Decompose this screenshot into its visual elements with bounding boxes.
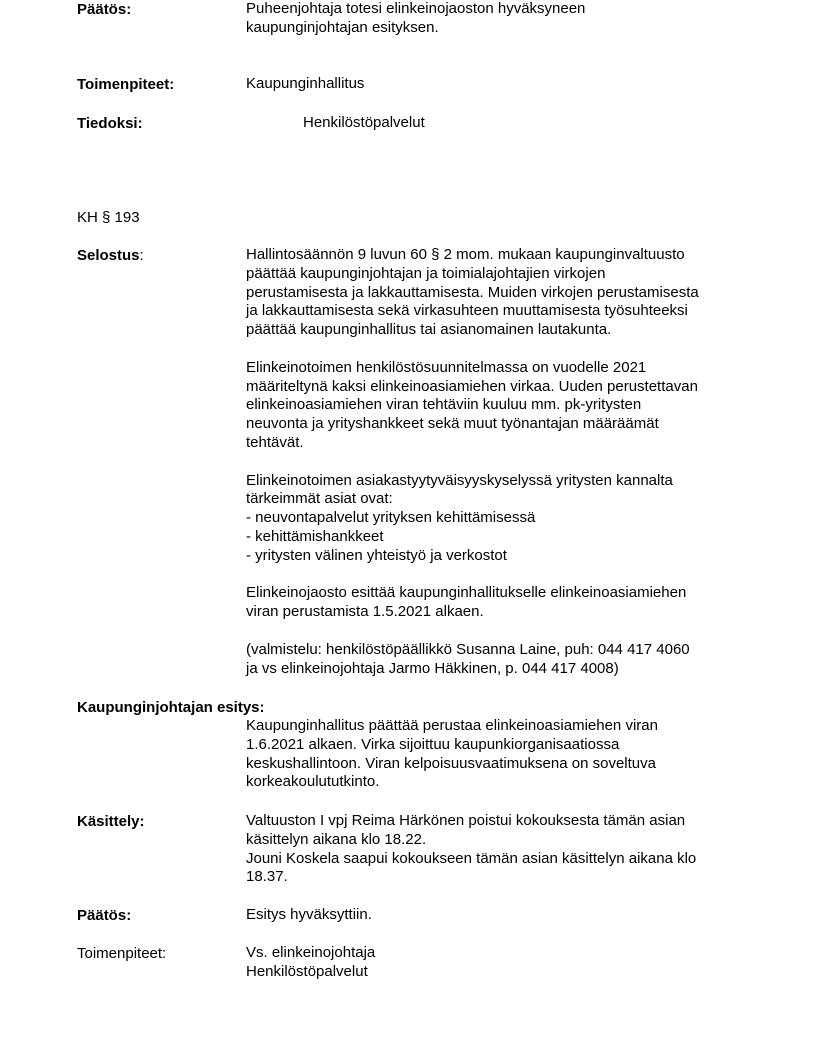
toimenpiteet-label-1: Toimenpiteet: — [77, 76, 175, 93]
text-line: tärkeimmät asiat ovat: — [246, 490, 393, 508]
list-item: - kehittämishankkeet — [246, 527, 384, 545]
tiedoksi-label: Tiedoksi: — [77, 115, 143, 132]
text-line: ja lakkauttamisesta sekä virkasuhteen muuttamisesta työsuhteeksi — [246, 302, 688, 320]
text-line: 18.37. — [246, 868, 288, 886]
text-line: kaupunginjohtajan esityksen. — [246, 18, 439, 36]
selostus-paragraph-1 — [246, 246, 746, 340]
text-line: keskushallintoon. Viran kelpoisuusvaatimuksena on soveltuva — [246, 754, 656, 772]
kasittely-text — [246, 812, 746, 887]
text-line: Elinkeinotoimen henkilöstösuunnitelmassa on vuodelle 2021 — [246, 358, 647, 376]
selostus-label — [77, 246, 144, 265]
text-line: Elinkeinotoimen asiakastyytyväisyyskyselyssä yritysten kannalta — [246, 471, 673, 489]
text-line: määriteltynä kaksi elinkeinoasiamiehen virkaa. Uuden perustettavan — [246, 377, 698, 395]
text-line: ja vs elinkeinojohtaja Jarmo Häkkinen, p. 044 417 4008) — [246, 659, 619, 677]
kasittely-label: Käsittely: — [77, 813, 145, 830]
selostus-label-text: Selostus — [77, 247, 140, 264]
toimenpiteet-label-2: Toimenpiteet: — [77, 945, 167, 962]
paatos-label-2: Päätös: — [77, 907, 132, 924]
selostus-paragraph-2 — [246, 359, 746, 453]
paatos-text-1 — [246, 0, 746, 38]
selostus-paragraph-3 — [246, 472, 746, 566]
text-line: tehtävät. — [246, 433, 304, 451]
text-line: käsittelyn aikana klo 18.22. — [246, 830, 427, 848]
selostus-text — [246, 246, 746, 678]
text-line: Kaupunginhallitus päättää perustaa elinkeinoasiamiehen viran — [246, 717, 658, 734]
text-line: korkeakoulututkinto. — [246, 773, 380, 791]
text-line: päättää kaupunginhallitus tai asianomainen lautakunta. — [246, 321, 612, 339]
text-line: Valtuuston I vpj Reima Härkönen poistui kokouksesta tämän asian — [246, 812, 686, 829]
text-line: Henkilöstöpalvelut — [246, 962, 368, 980]
text-line: Hallintosäännön 9 luvun 60 § 2 mom. mukaan kaupunginvaltuusto — [246, 246, 685, 263]
text-line: perustamisesta ja lakkauttamisesta. Muiden virkojen perustamisesta — [246, 283, 699, 301]
text-line: neuvonta ja yrityshankkeet sekä muut työnantajan määräämät — [246, 415, 659, 433]
text-line: elinkeinoasiamiehen viran tehtäviin kuuluu mm. pk-yritysten — [246, 396, 642, 414]
toimenpiteet-value-1: Kaupunginhallitus — [246, 75, 365, 92]
paatos-value-2: Esitys hyväksyttiin. — [246, 906, 372, 923]
text-line: 1.6.2021 alkaen. Virka sijoittuu kaupunkiorganisaatiossa — [246, 735, 620, 753]
text-line: Vs. elinkeinojohtaja — [246, 944, 376, 961]
tiedoksi-value: Henkilöstöpalvelut — [303, 114, 425, 131]
text-line: päättää kaupunginjohtajan ja toimialajohtajien virkojen — [246, 264, 606, 282]
esitys-text — [246, 717, 746, 792]
selostus-label-colon: : — [139, 247, 144, 264]
text-line: Jouni Koskela saapui kokoukseen tämän asian käsittelyn aikana klo — [246, 849, 697, 867]
text-line: viran perustamista 1.5.2021 alkaen. — [246, 603, 484, 621]
selostus-paragraph-4 — [246, 584, 746, 622]
selostus-paragraph-5 — [246, 641, 746, 679]
paatos-label-1: Päätös: — [77, 1, 132, 18]
text-line: Elinkeinojaosto esittää kaupunginhallitukselle elinkeinoasiamiehen — [246, 584, 687, 602]
toimenpiteet-text-2 — [246, 944, 746, 982]
esitys-label: Kaupunginjohtajan esitys: — [77, 699, 265, 716]
list-item: - yritysten välinen yhteistyö ja verkostot — [246, 546, 507, 564]
kh-reference: KH § 193 — [77, 209, 140, 226]
text-line: Puheenjohtaja totesi elinkeinojaoston hyväksyneen — [246, 0, 586, 17]
text-line: (valmistelu: henkilöstöpäällikkö Susanna Laine, puh: 044 417 4060 — [246, 640, 690, 658]
list-item: - neuvontapalvelut yrityksen kehittämisessä — [246, 509, 536, 527]
